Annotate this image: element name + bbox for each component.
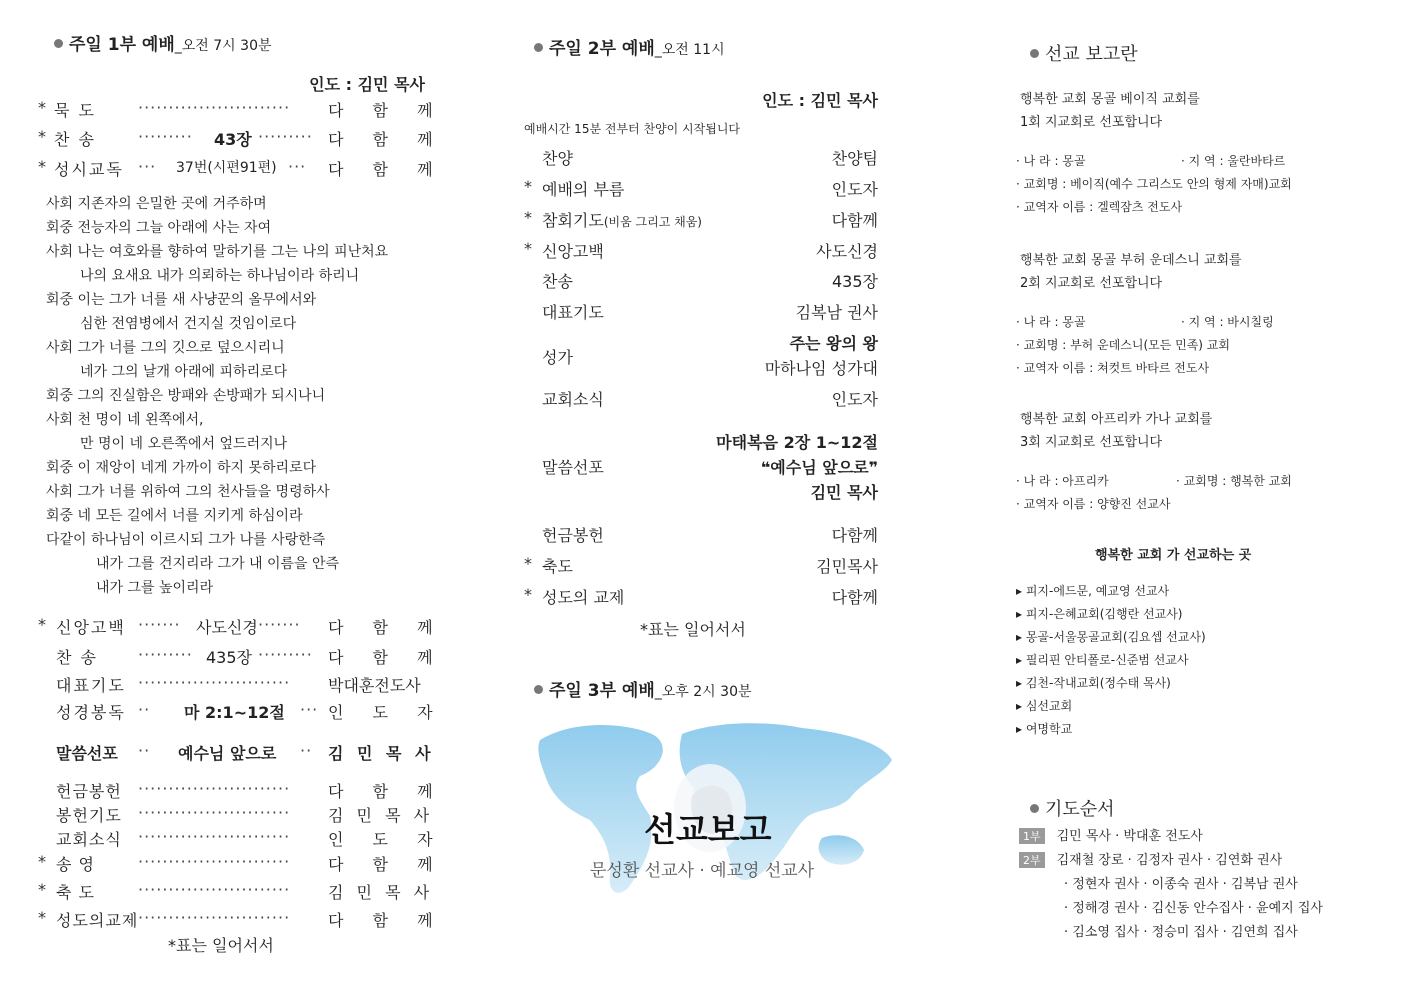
bullet-icon bbox=[1030, 49, 1039, 58]
order-who: 김복남 권사 bbox=[795, 303, 878, 322]
service3-heading bbox=[534, 676, 752, 701]
order-item: 성경봉독 bbox=[56, 703, 126, 722]
mission-title: 선교 보고란 bbox=[1045, 44, 1138, 65]
prayer-line-1: 김민 목사 · 박대훈 전도사 bbox=[1056, 829, 1203, 844]
item-label: 예배의 부름 bbox=[542, 180, 625, 199]
leader-dots: ························· bbox=[138, 827, 291, 846]
service2-anthem-item: 성가 bbox=[542, 348, 573, 367]
bullet-icon bbox=[1030, 804, 1039, 813]
banner-subtitle: 문성환 선교사 · 예교영 선교사 bbox=[590, 861, 815, 881]
order-detail: 435장 bbox=[206, 648, 252, 667]
service1-sermon-preacher: 김 민 목 사 bbox=[328, 744, 435, 763]
order-detail: 마 2:1~12절 bbox=[184, 703, 285, 722]
order-item bbox=[542, 177, 624, 200]
support-item: ▸ 김천-작내교회(정수태 목사) bbox=[1016, 676, 1171, 690]
leader-dots: ······· bbox=[138, 615, 181, 634]
reading-line: 회중 전능자의 그늘 아래에 사는 자여 bbox=[46, 220, 272, 236]
service1-note: *표는 일어서서 bbox=[168, 936, 274, 955]
prayer-line-5: · 김소영 집사 · 정승미 집사 · 김연희 집사 bbox=[1064, 925, 1298, 940]
order-item bbox=[542, 300, 604, 323]
reading-line: 회중 이 재앙이 네게 가까이 하지 못하리로다 bbox=[46, 460, 317, 476]
service1-sermon-dots2: ·· bbox=[300, 741, 313, 760]
block-head-1: 행복한 교회 아프리카 가나 교회를 bbox=[1020, 412, 1213, 427]
service2-leader: 인도 : 김민 목사 bbox=[762, 91, 878, 110]
prayer-heading bbox=[1030, 795, 1115, 821]
service2-sermon-title: ❝예수님 앞으로❞ bbox=[760, 458, 878, 477]
order-item: 헌금봉헌 bbox=[56, 782, 122, 801]
star-mark: * bbox=[38, 908, 46, 927]
prayer-line-4: · 정해경 권사 · 김신동 안수집사 · 윤예지 집사 bbox=[1064, 901, 1323, 916]
order-item: 헌금봉헌 bbox=[542, 526, 604, 545]
order-item: 대표기도 bbox=[56, 676, 126, 695]
service3-time: _오후 2시 30분 bbox=[654, 684, 752, 700]
leader-dots: ··· bbox=[138, 157, 157, 176]
leader-dots-2: ··· bbox=[288, 157, 307, 176]
order-who: 다 함 께 bbox=[328, 648, 445, 667]
service1-sermon-title: 예수님 앞으로 bbox=[178, 744, 277, 763]
order-item: 교회소식 bbox=[56, 830, 122, 849]
service2-anthem-title: 주는 왕의 왕 bbox=[789, 334, 878, 353]
order-item: 찬 송 bbox=[54, 130, 96, 149]
block-head-1: 행복한 교회 몽골 베이직 교회를 bbox=[1020, 92, 1200, 107]
order-who: 다 함 께 bbox=[328, 160, 445, 179]
service3-title: 주일 3부 예배 bbox=[549, 681, 655, 701]
prayer-line-2: 김재철 장로 · 김정자 권사 · 김연화 권사 bbox=[1056, 853, 1283, 868]
star-mark: * bbox=[38, 852, 46, 871]
order-item: 신앙고백 bbox=[56, 618, 126, 637]
reading-line: 나의 요새요 내가 의뢰하는 하나님이라 하리니 bbox=[80, 268, 360, 284]
bullet-icon bbox=[534, 43, 543, 52]
support-item: ▸ 피지-에드문, 예교영 선교사 bbox=[1016, 584, 1170, 598]
order-item: 송 영 bbox=[56, 855, 95, 874]
service1-time: _오전 7시 30분 bbox=[174, 38, 272, 54]
order-detail: 37번(시편91편) bbox=[176, 160, 277, 176]
reading-line: 사회 지존자의 은밀한 곳에 거주하며 bbox=[46, 196, 267, 212]
order-item: 봉헌기도 bbox=[56, 806, 122, 825]
info-line: · 나 라 : 몽골 bbox=[1016, 154, 1086, 168]
star-mark: * bbox=[38, 157, 46, 176]
mission-heading bbox=[1030, 40, 1138, 66]
order-who: 435장 bbox=[832, 272, 878, 291]
order-who: 인 도 자 bbox=[328, 830, 445, 849]
order-item: 축도 bbox=[542, 557, 573, 576]
prayer-row-1 bbox=[1019, 825, 1203, 844]
info-line: · 교회명 : 부허 운데스니(모든 민족) 교회 bbox=[1016, 338, 1230, 352]
reading-line: 네가 그의 날개 아래에 피하리로다 bbox=[80, 364, 288, 380]
reading-line: 사회 그가 너를 위하여 그의 천사들을 명령하사 bbox=[46, 484, 330, 500]
item-label: 대표기도 bbox=[542, 303, 604, 322]
reading-line: 사회 나는 여호와를 향하여 말하기를 그는 나의 피난처요 bbox=[46, 244, 389, 260]
support-item: ▸ 필리핀 안티폴로-신준범 선교사 bbox=[1016, 653, 1189, 667]
prayer-title: 기도순서 bbox=[1045, 799, 1115, 820]
reading-line: 회중 네 모든 길에서 너를 지키게 하심이라 bbox=[46, 508, 303, 524]
leader-dots: ························· bbox=[138, 779, 291, 798]
order-detail: 사도신경 bbox=[196, 618, 258, 637]
service2-sermon-item: 말씀선포 bbox=[542, 458, 604, 477]
order-who: 다 함 께 bbox=[328, 911, 445, 930]
service1-sermon-item: 말씀선포 bbox=[56, 744, 118, 763]
order-who: 김민목사 bbox=[816, 557, 878, 576]
order-who: 다함께 bbox=[831, 211, 878, 230]
leader-dots-2: ······· bbox=[258, 615, 301, 634]
service1-title: 주일 1부 예배 bbox=[69, 35, 175, 55]
reading-line: 회중 그의 진실함은 방패와 손방패가 되시나니 bbox=[46, 388, 326, 404]
item-label: 참회기도 bbox=[542, 211, 604, 230]
order-who: 다함께 bbox=[831, 588, 878, 607]
reading-line: 다같이 하나님이 이르시되 그가 나를 사랑한즉 bbox=[46, 532, 326, 548]
leader-dots: ························· bbox=[138, 908, 291, 927]
block-head-2: 2회 지교회로 선포합니다 bbox=[1020, 276, 1163, 291]
star-mark: * bbox=[38, 98, 46, 117]
item-label: 신앙고백 bbox=[542, 242, 604, 261]
info-line: · 교회명 : 베이직(예수 그리스도 안의 형제 자매)교회 bbox=[1016, 177, 1292, 191]
service2-heading bbox=[534, 34, 725, 59]
order-item: 축 도 bbox=[56, 883, 95, 902]
leader-dots: ························· bbox=[138, 673, 291, 692]
service1-heading bbox=[54, 30, 272, 55]
leader-dots: ························· bbox=[138, 803, 291, 822]
item-subtitle: (비움 그리고 채움) bbox=[603, 215, 702, 229]
order-who: 사도신경 bbox=[816, 242, 878, 261]
order-detail: 43장 bbox=[214, 130, 252, 149]
block-head-2: 3회 지교회로 선포합니다 bbox=[1020, 435, 1163, 450]
support-heading: 행복한 교회 가 선교하는 곳 bbox=[1095, 548, 1252, 563]
order-who: 김 민 목 사 bbox=[328, 806, 434, 825]
service2-note: *표는 일어서서 bbox=[640, 620, 746, 639]
service2-tag: 2부 bbox=[1019, 852, 1045, 868]
info-line: · 교역자 이름 : 양향진 선교사 bbox=[1016, 497, 1171, 511]
leader-dots: ························· bbox=[138, 852, 291, 871]
order-item bbox=[542, 269, 573, 292]
order-who: 다 함 께 bbox=[328, 130, 445, 149]
order-item: 성도의교제 bbox=[56, 911, 139, 930]
star-mark: * bbox=[38, 127, 46, 146]
info-line: · 지 역 : 바시칠링 bbox=[1181, 315, 1274, 329]
order-who: 다 함 께 bbox=[328, 782, 445, 801]
order-item: 성도의 교제 bbox=[542, 588, 625, 607]
support-item: ▸ 피지-은혜교회(김행란 선교사) bbox=[1016, 607, 1183, 621]
order-item bbox=[542, 208, 702, 231]
star-mark: * bbox=[38, 615, 46, 634]
leader-dots-2: ········· bbox=[258, 127, 313, 146]
order-who: 인 도 자 bbox=[328, 703, 445, 722]
reading-line: 사회 그가 너를 그의 깃으로 덮으시리니 bbox=[46, 340, 285, 356]
support-item: ▸ 몽골-서울몽골교회(김요셉 선교사) bbox=[1016, 630, 1206, 644]
order-who: 다함께 bbox=[831, 526, 878, 545]
reading-line: 내가 그를 건지리라 그가 내 이름을 안즉 bbox=[96, 556, 340, 572]
reading-line: 내가 그를 높이리라 bbox=[96, 580, 214, 596]
service2-anthem-choir: 마하나임 성가대 bbox=[764, 359, 878, 378]
service2-sermon-preacher: 김민 목사 bbox=[810, 483, 878, 502]
order-who: 다 함 께 bbox=[328, 101, 445, 120]
star-mark: * bbox=[524, 177, 532, 196]
banner-title: 선교보고 bbox=[644, 810, 772, 849]
info-line: · 지 역 : 울란바타르 bbox=[1181, 154, 1286, 168]
order-item: 찬 송 bbox=[56, 648, 98, 667]
info-line: · 교회명 : 행복한 교회 bbox=[1176, 474, 1292, 488]
order-item: 성시교독 bbox=[54, 160, 124, 179]
service1-sermon-dots: ·· bbox=[138, 741, 151, 760]
support-item: ▸ 심선교회 bbox=[1016, 699, 1073, 713]
bullet-icon bbox=[54, 39, 63, 48]
info-line: · 나 라 : 아프리카 bbox=[1016, 474, 1109, 488]
order-item bbox=[542, 146, 573, 169]
star-mark: * bbox=[524, 208, 532, 227]
item-label: 찬송 bbox=[542, 272, 573, 291]
prayer-line-3: · 정현자 권사 · 이종숙 권사 · 김복남 권사 bbox=[1064, 877, 1298, 892]
info-line: · 나 라 : 몽골 bbox=[1016, 315, 1086, 329]
star-mark: * bbox=[524, 554, 532, 573]
service1-tag: 1부 bbox=[1019, 828, 1045, 844]
order-item bbox=[542, 239, 604, 262]
block-head-2: 1회 지교회로 선포합니다 bbox=[1020, 115, 1163, 130]
leader-dots: ························· bbox=[138, 98, 291, 117]
service1-leader: 인도 : 김민 목사 bbox=[309, 75, 425, 94]
star-mark: * bbox=[524, 239, 532, 258]
info-line: · 교역자 이름 : 쳐컷트 바타르 전도사 bbox=[1016, 361, 1210, 375]
order-who: 김 민 목 사 bbox=[328, 883, 434, 902]
order-who: 인도자 bbox=[831, 180, 878, 199]
service2-title: 주일 2부 예배 bbox=[549, 39, 655, 59]
service2-news-who: 인도자 bbox=[831, 390, 878, 409]
star-mark: * bbox=[38, 880, 46, 899]
leader-dots: ········· bbox=[138, 645, 193, 664]
support-item: ▸ 여명학교 bbox=[1016, 722, 1073, 736]
item-label: 찬양 bbox=[542, 149, 573, 168]
order-who: 박대훈전도사 bbox=[328, 676, 421, 695]
block-head-1: 행복한 교회 몽골 부허 운데스니 교회를 bbox=[1020, 253, 1242, 268]
service2-sermon-scripture: 마태복음 2장 1~12절 bbox=[716, 433, 878, 452]
service2-notice: 예배시간 15분 전부터 찬양이 시작됩니다 bbox=[524, 122, 741, 136]
service2-news-item: 교회소식 bbox=[542, 390, 604, 409]
reading-line: 회중 이는 그가 너를 새 사냥꾼의 올무에서와 bbox=[46, 292, 317, 308]
leader-dots: ·· bbox=[138, 700, 151, 719]
service2-time: _오전 11시 bbox=[654, 42, 725, 58]
prayer-row-2 bbox=[1019, 849, 1282, 868]
leader-dots-2: ········· bbox=[258, 645, 313, 664]
reading-line: 만 명이 네 오른쪽에서 엎드러지나 bbox=[80, 436, 288, 452]
order-item: 묵 도 bbox=[54, 101, 96, 120]
bullet-icon bbox=[534, 685, 543, 694]
leader-dots: ························· bbox=[138, 880, 291, 899]
info-line: · 교역자 이름 : 겔렉잠츠 전도사 bbox=[1016, 200, 1183, 214]
reading-line: 심한 전염병에서 건지실 것임이로다 bbox=[80, 316, 297, 332]
order-who: 찬양팀 bbox=[831, 149, 878, 168]
order-who: 다 함 께 bbox=[328, 855, 445, 874]
leader-dots-2: ··· bbox=[300, 700, 319, 719]
order-who: 다 함 께 bbox=[328, 618, 445, 637]
star-mark: * bbox=[524, 585, 532, 604]
leader-dots: ········· bbox=[138, 127, 193, 146]
reading-line: 사회 천 명이 네 왼쪽에서, bbox=[46, 412, 204, 428]
